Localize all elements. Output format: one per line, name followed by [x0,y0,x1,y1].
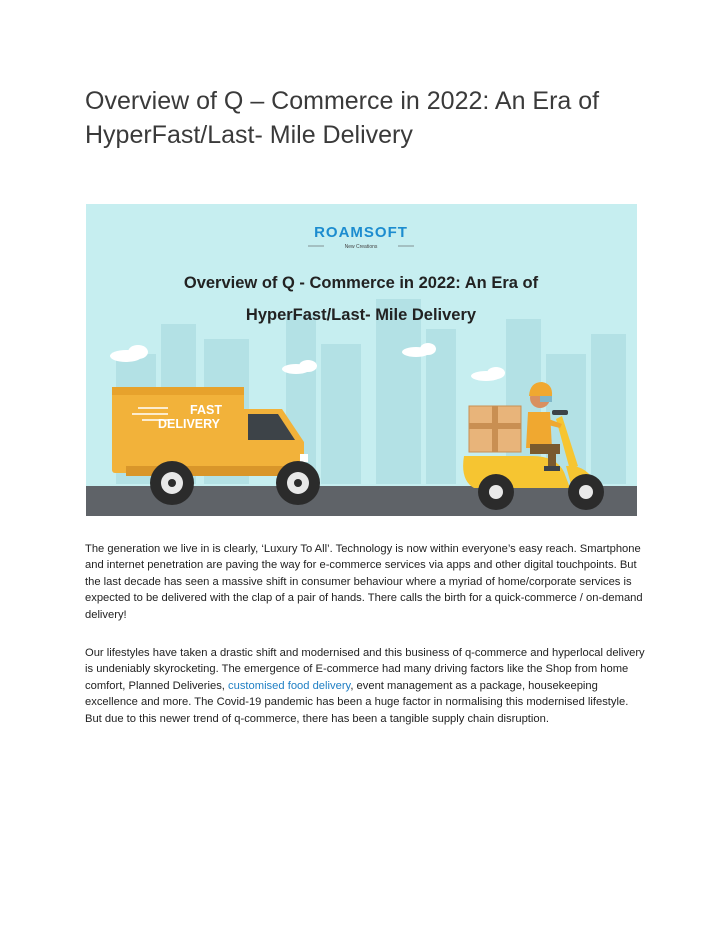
intro-paragraph: The generation we live in is clearly, ‘Luxury To All’. Technology is now within everyone’s easy reach. Smartphone and internet penetration are paving the way for e-commerce services via apps and other digital touchpoints. But the last decade has seen a massive shift in consumer behaviour where a myriad of home/corporate services is expected to be delivered with the clap of a pair of hands. There calls the birth for a quick-commerce / on-demand delivery! [85,543,643,621]
lifestyle-paragraph-text-end: , event management as a package, housekeeping excellence and more. The Covid-19 pandemic has been a huge factor in normalising this modernised lifestyle. But due to this newer trend of q-commerce, there has been a tangible supply chain disruption. [85,679,629,725]
truck-text-line2: DELIVERY [157,417,221,431]
customised-food-delivery-link[interactable]: customised food delivery [228,679,351,692]
hero-banner-image [86,204,637,516]
banner-heading-line1: Overview of Q - Commerce in 2022: An Era of [183,274,539,292]
page-title: Overview of Q – Commerce in 2022: An Era of HyperFast/Last- Mile Delivery [85,87,600,149]
banner-tagline: New Creations [344,244,378,250]
banner-brand: ROAMSOFT [314,224,408,241]
truck-text-line1: FAST [190,403,222,417]
lifestyle-paragraph-text-start: Our lifestyles have taken a drastic shift and modernised and this business of q-commerce and hyperlocal delivery is undeniably skyrocketing. The emergence of E-commerce had many driving factors like the Shop from home comfort, Planned Deliveries, [85,647,645,692]
lifestyle-paragraph [85,645,645,727]
banner-heading-line2: HyperFast/Last- Mile Delivery [245,306,477,324]
